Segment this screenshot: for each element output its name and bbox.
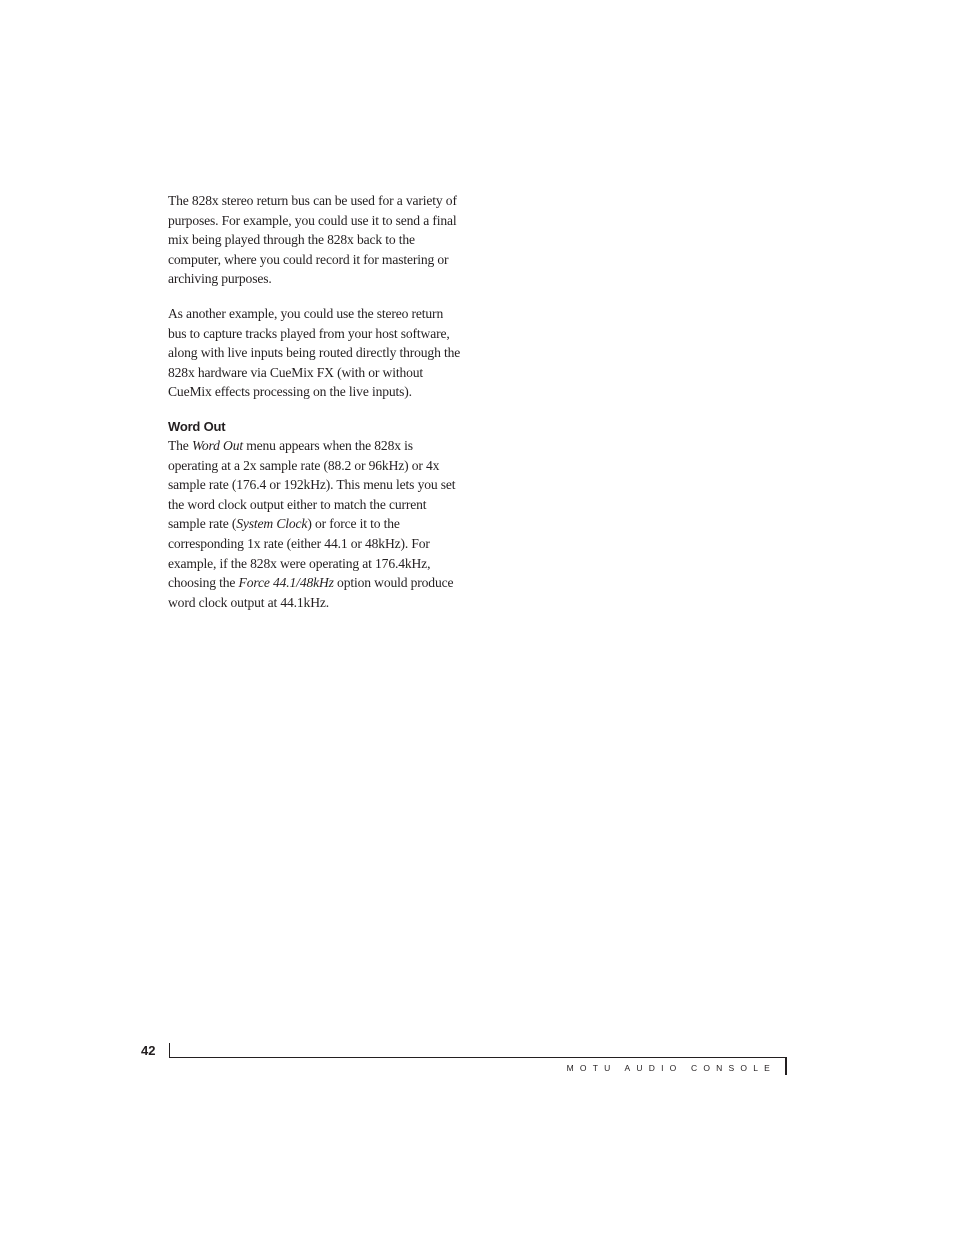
paragraph-word-out [168,436,464,612]
page-number: 42 [141,1043,156,1058]
paragraph-another-example: As another example, you could use the stereo return bus to capture tracks played from your host software, along with live inputs being routed directly through the 828x hardware via CueMix FX (with or without CueMix effects processing on the live inputs). [168,305,461,400]
italic-term-word-out: Word Out [191,437,243,453]
italic-term-force-rate: Force 44.1/48kHz [238,575,334,591]
footer-rule [169,1057,786,1058]
footer-rule-left [169,1043,170,1058]
italic-term-system-clock: System Clock [236,516,308,532]
section-heading-word-out: Word Out [168,418,226,434]
paragraph-stereo-return-bus: The 828x stereo return bus can be used for a variety of purposes. For example, you could use it to send a final mix being played through the 828x back to the computer, where you could record it for mastering or archiving purposes. [168,193,457,287]
footer-rule-right [785,1057,787,1075]
footer-running-title: MOTU AUDIO CONSOLE [566,1063,776,1073]
paragraph-text: The [168,437,192,453]
text-column [168,191,464,627]
paragraph-text: menu appears when the 828x is operating at a 2x sample rate (88.2 or 96kHz) or 4x sample rate (176.4 or 192kHz). This menu lets you set the word clock output either to match the current sample rate ( [168,437,456,532]
paragraph-text: ) or force it to the corresponding 1x rate (either 44.1 or 48kHz). For example, if the 828x were operating at 176.4kHz, choosing the [168,516,431,591]
paragraph-text: option would produce word clock output at 44.1kHz. [168,575,454,610]
